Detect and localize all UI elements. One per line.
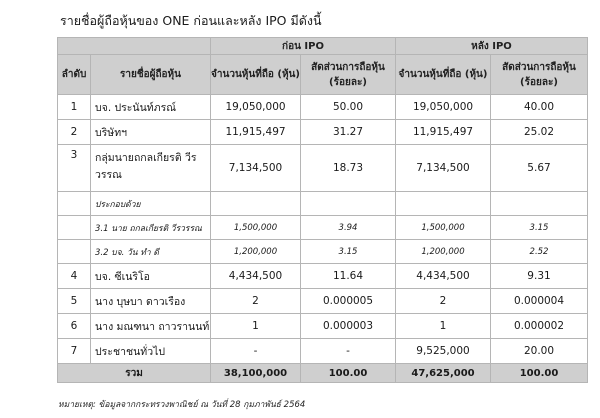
cell-after-pct: 2.52 (491, 240, 588, 264)
cell-name: ประกอบด้วย (91, 192, 211, 216)
total-row (58, 364, 588, 383)
col-header-after-pct: สัดส่วนการถือหุ้น (ร้อยละ) (491, 55, 588, 95)
cell-no: 7 (58, 339, 91, 364)
cell-after-shares: 1 (396, 314, 491, 339)
total-before-shares: 38,100,000 (211, 364, 301, 383)
col-header-before-pct: สัดส่วนการถือหุ้น (ร้อยละ) (301, 55, 396, 95)
cell-after-shares: 4,434,500 (396, 264, 491, 289)
cell-no (58, 192, 91, 216)
table-row (58, 192, 588, 216)
cell-no: 1 (58, 95, 91, 120)
cell-after-pct: 3.15 (491, 216, 588, 240)
cell-after-shares: 2 (396, 289, 491, 314)
cell-after-shares: 1,200,000 (396, 240, 491, 264)
total-before-pct: 100.00 (301, 364, 396, 383)
cell-before-shares: - (211, 339, 301, 364)
cell-after-shares (396, 192, 491, 216)
cell-no: 4 (58, 264, 91, 289)
table-row (58, 216, 588, 240)
cell-before-pct: 31.27 (301, 120, 396, 145)
cell-name: กลุ่มนายถกลเกียรติ วีรวรรณ (91, 145, 211, 192)
cell-after-pct: 9.31 (491, 264, 588, 289)
cell-no: 5 (58, 289, 91, 314)
total-after-shares: 47,625,000 (396, 364, 491, 383)
cell-before-shares: 4,434,500 (211, 264, 301, 289)
cell-after-pct (491, 192, 588, 216)
cell-after-pct: 5.67 (491, 145, 588, 192)
table-row (58, 264, 588, 289)
cell-before-shares: 1 (211, 314, 301, 339)
cell-name: บริษัทฯ (91, 120, 211, 145)
cell-after-shares: 7,134,500 (396, 145, 491, 192)
cell-before-shares: 19,050,000 (211, 95, 301, 120)
cell-before-shares (211, 192, 301, 216)
cell-after-pct: 0.000004 (491, 289, 588, 314)
cell-name: 3.1 นาย ถกลเกียรติ วีรวรรณ (91, 216, 211, 240)
cell-before-pct: - (301, 339, 396, 364)
cell-no: 6 (58, 314, 91, 339)
cell-after-pct: 40.00 (491, 95, 588, 120)
cell-no: 3 (58, 145, 91, 192)
group-header-row (58, 38, 588, 55)
group-header-before: ก่อน IPO (211, 38, 396, 55)
cell-no: 2 (58, 120, 91, 145)
table-row (58, 289, 588, 314)
cell-after-shares: 9,525,000 (396, 339, 491, 364)
cell-name: นาง บุษบา ดาวเรือง (91, 289, 211, 314)
col-header-name: รายชื่อผู้ถือหุ้น (91, 55, 211, 95)
cell-before-pct: 18.73 (301, 145, 396, 192)
cell-name: บจ. ประนันท์ภรณ์ (91, 95, 211, 120)
col-header-before-shares: จำนวนหุ้นที่ถือ (หุ้น) (211, 55, 301, 95)
cell-before-pct: 0.000005 (301, 289, 396, 314)
cell-name: 3.2 บจ. วัน ทำ ดี (91, 240, 211, 264)
table-row (58, 145, 588, 192)
cell-before-pct: 3.94 (301, 216, 396, 240)
table-row (58, 339, 588, 364)
footnote: หมายเหตุ: ข้อมูลจากกระทรวงพาณิชย์ ณ วันที่ 28 กุมภาพันธ์ 2564 (58, 400, 306, 410)
total-label: รวม (58, 364, 211, 383)
table-row (58, 120, 588, 145)
total-after-pct: 100.00 (491, 364, 588, 383)
cell-after-shares: 1,500,000 (396, 216, 491, 240)
cell-before-pct: 50.00 (301, 95, 396, 120)
group-header-blank (58, 38, 211, 55)
table-row (58, 314, 588, 339)
cell-name: บจ. ซีเนริโอ (91, 264, 211, 289)
cell-name: นาง มณฑนา ถาวรานนท์ (91, 314, 211, 339)
cell-after-shares: 11,915,497 (396, 120, 491, 145)
group-header-after: หลัง IPO (396, 38, 588, 55)
cell-before-pct: 11.64 (301, 264, 396, 289)
cell-before-shares: 1,200,000 (211, 240, 301, 264)
shareholder-table (57, 37, 588, 383)
table-row (58, 240, 588, 264)
col-header-after-shares: จำนวนหุ้นที่ถือ (หุ้น) (396, 55, 491, 95)
col-header-no: ลำดับ (58, 55, 91, 95)
cell-before-shares: 7,134,500 (211, 145, 301, 192)
cell-name: ประชาชนทั่วไป (91, 339, 211, 364)
cell-before-shares: 2 (211, 289, 301, 314)
cell-no (58, 216, 91, 240)
page-heading: รายชื่อผู้ถือหุ้นของ ONE ก่อนและหลัง IPO มีดังนี้ (60, 13, 322, 28)
cell-before-shares: 1,500,000 (211, 216, 301, 240)
cell-before-shares: 11,915,497 (211, 120, 301, 145)
table-row (58, 95, 588, 120)
column-header-row (58, 55, 588, 95)
cell-after-shares: 19,050,000 (396, 95, 491, 120)
cell-before-pct: 3.15 (301, 240, 396, 264)
cell-no (58, 240, 91, 264)
cell-before-pct: 0.000003 (301, 314, 396, 339)
cell-after-pct: 20.00 (491, 339, 588, 364)
cell-after-pct: 0.000002 (491, 314, 588, 339)
cell-before-pct (301, 192, 396, 216)
cell-after-pct: 25.02 (491, 120, 588, 145)
